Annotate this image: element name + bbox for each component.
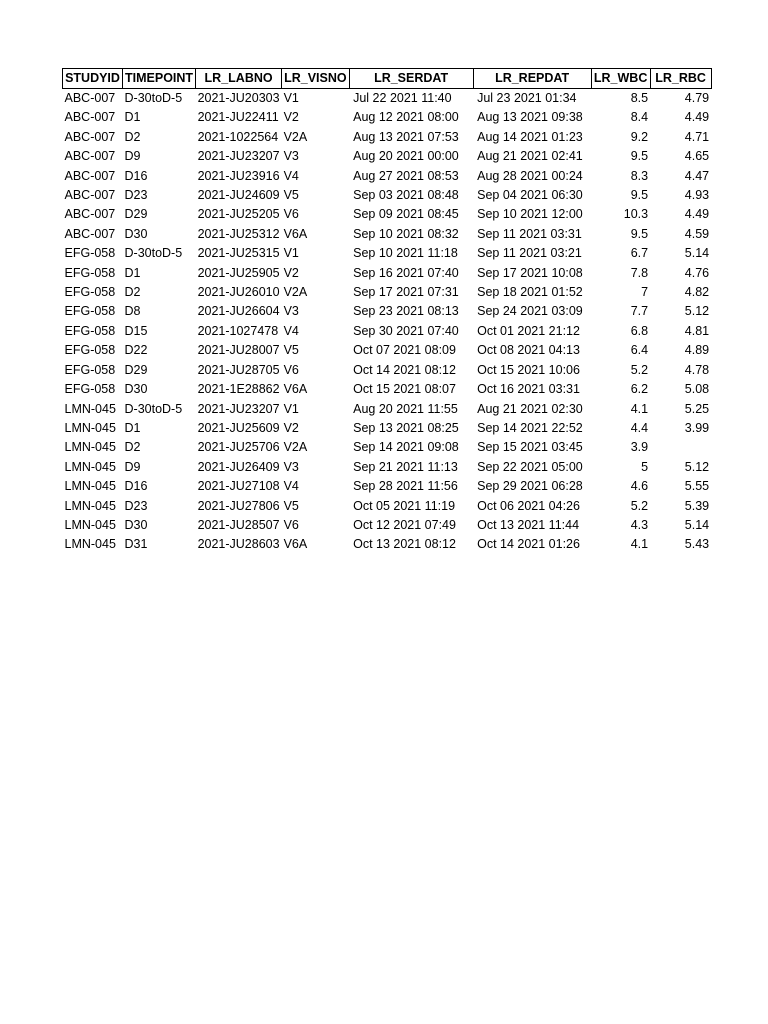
wbc-cell: 6.4: [630, 343, 649, 358]
wbc-cell: 4.4: [630, 420, 649, 435]
visno-cell: V3: [283, 149, 299, 164]
rbc-cell: 5.25: [684, 401, 710, 416]
wbc-cell: 3.9: [630, 440, 649, 455]
table-row: [63, 205, 712, 224]
serdat-cell: Sep 10 2021 08:32: [353, 226, 459, 241]
visno-cell: V2A: [283, 285, 308, 300]
rbc-cell: 4.76: [684, 265, 710, 280]
repdat-cell: Oct 14 2021 01:26: [477, 537, 580, 552]
repdat-cell: Sep 14 2021 22:52: [477, 420, 583, 435]
rbc-cell: 4.65: [684, 149, 710, 164]
timepoint-cell: D30: [124, 382, 148, 397]
serdat-cell: Jul 22 2021 11:40: [353, 91, 452, 105]
rbc-cell: 4.89: [684, 343, 710, 358]
timepoint-cell: D29: [124, 362, 148, 377]
repdat-cell: Oct 15 2021 10:06: [477, 362, 580, 377]
wbc-cell: 8.4: [630, 110, 649, 125]
wbc-cell: 5: [641, 459, 649, 474]
rbc-cell: 4.47: [684, 168, 710, 183]
rbc-cell: 3.99: [684, 420, 710, 435]
wbc-cell: 7.7: [630, 304, 649, 319]
repdat-cell: Sep 22 2021 05:00: [477, 459, 583, 474]
serdat-cell: Oct 15 2021 08:07: [353, 382, 456, 397]
repdat-cell: Oct 06 2021 04:26: [477, 498, 580, 513]
timepoint-cell: D1: [124, 265, 141, 280]
serdat-cell: Sep 10 2021 11:18: [353, 246, 458, 261]
labno-cell: 2021-JU26409: [197, 459, 280, 474]
rbc-cell: 4.79: [684, 91, 710, 105]
serdat-cell: Sep 14 2021 09:08: [353, 440, 459, 455]
column-header-lr-visno: LR_VISNO: [282, 69, 350, 89]
column-header-lr-rbc: LR_RBC: [650, 69, 711, 89]
repdat-cell: Sep 17 2021 10:08: [477, 265, 583, 280]
table-row: [63, 322, 712, 341]
timepoint-cell: D23: [124, 188, 148, 203]
visno-cell: V3: [283, 304, 299, 319]
studyid-cell: EFG-058: [64, 304, 116, 319]
table-row: [63, 516, 712, 535]
labno-cell: 2021-JU25205: [197, 207, 280, 222]
labno-cell: 2021-JU22411: [197, 110, 279, 125]
studyid-cell: EFG-058: [64, 382, 116, 397]
column-header-lr-labno: LR_LABNO: [196, 69, 282, 89]
studyid-cell: ABC-007: [64, 129, 116, 144]
visno-cell: V5: [283, 188, 299, 203]
studyid-cell: ABC-007: [64, 168, 116, 183]
lab-results-sheet: [62, 68, 712, 555]
rbc-cell: 5.08: [684, 382, 710, 397]
column-header-lr-repdat: LR_REPDAT: [473, 69, 591, 89]
studyid-cell: ABC-007: [64, 149, 116, 164]
studyid-cell: EFG-058: [64, 323, 116, 338]
serdat-cell: Sep 23 2021 08:13: [353, 304, 459, 319]
timepoint-cell: D9: [124, 459, 141, 474]
studyid-cell: EFG-058: [64, 265, 116, 280]
timepoint-cell: D1: [124, 420, 141, 435]
studyid-cell: EFG-058: [64, 246, 116, 261]
timepoint-cell: D8: [124, 304, 141, 319]
visno-cell: V6A: [283, 226, 308, 241]
timepoint-cell: D1: [124, 110, 141, 125]
rbc-cell: 4.81: [684, 323, 710, 338]
visno-cell: V4: [283, 479, 299, 494]
repdat-cell: Sep 04 2021 06:30: [477, 188, 583, 203]
studyid-cell: LMN-045: [64, 479, 116, 494]
table-row: [63, 128, 712, 147]
studyid-cell: ABC-007: [64, 226, 116, 241]
visno-cell: V1: [283, 246, 299, 261]
timepoint-cell: D2: [124, 440, 141, 455]
studyid-cell: ABC-007: [64, 91, 116, 105]
serdat-cell: Oct 14 2021 08:12: [353, 362, 456, 377]
repdat-cell: Sep 10 2021 12:00: [477, 207, 583, 222]
repdat-cell: Aug 28 2021 00:24: [477, 168, 583, 183]
labno-cell: 2021-JU25706: [197, 440, 280, 455]
studyid-cell: EFG-058: [64, 343, 116, 358]
visno-cell: V6: [283, 207, 299, 222]
labno-cell: 2021-JU28507: [197, 517, 280, 532]
lab-results-table: [62, 68, 712, 555]
visno-cell: V4: [283, 168, 299, 183]
wbc-cell: 6.7: [630, 246, 649, 261]
column-header-lr-serdat: LR_SERDAT: [349, 69, 473, 89]
rbc-cell: 5.55: [684, 479, 710, 494]
visno-cell: V6A: [283, 382, 308, 397]
timepoint-cell: D15: [124, 323, 148, 338]
repdat-cell: Sep 29 2021 06:28: [477, 479, 583, 494]
visno-cell: V1: [283, 91, 299, 105]
table-row: [63, 380, 712, 399]
serdat-cell: Sep 17 2021 07:31: [353, 285, 459, 300]
rbc-cell: 5.14: [684, 246, 710, 261]
wbc-cell: 4.1: [630, 401, 649, 416]
serdat-cell: Aug 20 2021 00:00: [353, 149, 459, 164]
timepoint-cell: D2: [124, 285, 141, 300]
wbc-cell: 8.3: [630, 168, 649, 183]
labno-cell: 2021-JU28705: [197, 362, 280, 377]
wbc-cell: 10.3: [623, 207, 649, 222]
serdat-cell: Sep 28 2021 11:56: [353, 479, 458, 494]
column-header-studyid: STUDYID: [63, 69, 123, 89]
repdat-cell: Oct 16 2021 03:31: [477, 382, 580, 397]
table-row: [63, 147, 712, 166]
table-row: [63, 497, 712, 516]
header-row: [63, 69, 712, 89]
labno-cell: 2021-JU27108: [197, 479, 280, 494]
repdat-cell: Oct 08 2021 04:13: [477, 343, 580, 358]
rbc-cell: 4.82: [684, 285, 710, 300]
labno-cell: 2021-JU23916: [197, 168, 280, 183]
timepoint-cell: D30: [124, 226, 148, 241]
labno-cell: 2021-JU25905: [197, 265, 280, 280]
visno-cell: V4: [283, 323, 299, 338]
table-row: [63, 108, 712, 127]
wbc-cell: 7: [641, 285, 649, 300]
table-row: [63, 419, 712, 438]
timepoint-cell: D16: [124, 168, 148, 183]
studyid-cell: LMN-045: [64, 517, 116, 532]
table-row: [63, 283, 712, 302]
rbc-cell: 5.43: [684, 537, 710, 552]
studyid-cell: ABC-007: [64, 188, 116, 203]
table-row: [63, 341, 712, 360]
rbc-cell: [650, 438, 711, 457]
serdat-cell: Oct 13 2021 08:12: [353, 537, 456, 552]
labno-cell: 2021-1E28862: [197, 382, 280, 397]
serdat-cell: Sep 09 2021 08:45: [353, 207, 459, 222]
rbc-cell: 4.78: [684, 362, 710, 377]
labno-cell: 2021-1027478: [197, 323, 279, 338]
rbc-cell: 5.39: [684, 498, 710, 513]
table-row: [63, 302, 712, 321]
studyid-cell: LMN-045: [64, 537, 116, 552]
labno-cell: 2021-JU25312: [197, 226, 280, 241]
table-row: [63, 477, 712, 496]
repdat-cell: Aug 21 2021 02:30: [477, 401, 583, 416]
serdat-cell: Aug 13 2021 07:53: [353, 129, 459, 144]
timepoint-cell: D30: [124, 517, 148, 532]
serdat-cell: Sep 16 2021 07:40: [353, 265, 459, 280]
visno-cell: V2: [283, 265, 299, 280]
repdat-cell: Aug 13 2021 09:38: [477, 110, 583, 125]
repdat-cell: Sep 11 2021 03:31: [477, 226, 582, 241]
studyid-cell: EFG-058: [64, 285, 116, 300]
visno-cell: V5: [283, 343, 299, 358]
serdat-cell: Aug 20 2021 11:55: [353, 401, 458, 416]
wbc-cell: 4.3: [630, 517, 649, 532]
timepoint-cell: D31: [124, 537, 148, 552]
visno-cell: V3: [283, 459, 299, 474]
visno-cell: V6A: [283, 537, 308, 552]
serdat-cell: Oct 12 2021 07:49: [353, 517, 456, 532]
rbc-cell: 5.12: [684, 304, 710, 319]
table-row: [63, 186, 712, 205]
timepoint-cell: D-30toD-5: [124, 91, 183, 105]
studyid-cell: LMN-045: [64, 498, 116, 513]
table-row: [63, 167, 712, 186]
serdat-cell: Sep 03 2021 08:48: [353, 188, 459, 203]
labno-cell: 2021-JU27806: [197, 498, 280, 513]
labno-cell: 2021-JU25315: [197, 246, 280, 261]
studyid-cell: LMN-045: [64, 420, 116, 435]
timepoint-cell: D-30toD-5: [124, 401, 183, 416]
wbc-cell: 9.5: [630, 188, 649, 203]
wbc-cell: 9.5: [630, 226, 649, 241]
wbc-cell: 9.2: [630, 129, 649, 144]
visno-cell: V2: [283, 420, 299, 435]
wbc-cell: 4.1: [630, 537, 649, 552]
visno-cell: V6: [283, 362, 299, 377]
labno-cell: 2021-JU24609: [197, 188, 280, 203]
wbc-cell: 6.2: [630, 382, 649, 397]
labno-cell: 2021-JU28603: [197, 537, 280, 552]
visno-cell: V2A: [283, 440, 308, 455]
studyid-cell: EFG-058: [64, 362, 116, 377]
table-row: [63, 264, 712, 283]
wbc-cell: 5.2: [630, 498, 649, 513]
table-row: [63, 244, 712, 263]
table-row: [63, 438, 712, 457]
serdat-cell: Sep 21 2021 11:13: [353, 459, 458, 474]
serdat-cell: Sep 13 2021 08:25: [353, 420, 459, 435]
studyid-cell: ABC-007: [64, 207, 116, 222]
timepoint-cell: D29: [124, 207, 148, 222]
table-row: [63, 89, 712, 109]
wbc-cell: 7.8: [630, 265, 649, 280]
repdat-cell: Aug 21 2021 02:41: [477, 149, 583, 164]
labno-cell: 2021-1022564: [197, 129, 279, 144]
rbc-cell: 4.59: [684, 226, 710, 241]
timepoint-cell: D23: [124, 498, 148, 513]
table-row: [63, 225, 712, 244]
visno-cell: V2A: [283, 129, 308, 144]
rbc-cell: 5.14: [684, 517, 710, 532]
studyid-cell: LMN-045: [64, 440, 116, 455]
rbc-cell: 4.71: [684, 129, 710, 144]
studyid-cell: LMN-045: [64, 459, 116, 474]
studyid-cell: ABC-007: [64, 110, 116, 125]
repdat-cell: Sep 15 2021 03:45: [477, 440, 583, 455]
table-body: [63, 89, 712, 555]
timepoint-cell: D22: [124, 343, 148, 358]
table-row: [63, 458, 712, 477]
rbc-cell: 4.49: [684, 110, 710, 125]
visno-cell: V2: [283, 110, 299, 125]
labno-cell: 2021-JU23207: [197, 149, 280, 164]
wbc-cell: 8.5: [630, 91, 649, 105]
serdat-cell: Oct 05 2021 11:19: [353, 498, 456, 513]
repdat-cell: Sep 11 2021 03:21: [477, 246, 582, 261]
labno-cell: 2021-JU20303: [197, 91, 280, 105]
serdat-cell: Aug 27 2021 08:53: [353, 168, 459, 183]
labno-cell: 2021-JU28007: [197, 343, 280, 358]
repdat-cell: Oct 01 2021 21:12: [477, 323, 580, 338]
repdat-cell: Aug 14 2021 01:23: [477, 129, 583, 144]
timepoint-cell: D9: [124, 149, 141, 164]
wbc-cell: 5.2: [630, 362, 649, 377]
labno-cell: 2021-JU26010: [197, 285, 280, 300]
repdat-cell: Sep 18 2021 01:52: [477, 285, 583, 300]
rbc-cell: 4.93: [684, 188, 710, 203]
repdat-cell: Oct 13 2021 11:44: [477, 517, 580, 532]
repdat-cell: Sep 24 2021 03:09: [477, 304, 583, 319]
timepoint-cell: D2: [124, 129, 141, 144]
studyid-cell: LMN-045: [64, 401, 116, 416]
table-row: [63, 535, 712, 554]
column-header-timepoint: TIMEPOINT: [123, 69, 196, 89]
visno-cell: V1: [283, 401, 299, 416]
table-row: [63, 400, 712, 419]
wbc-cell: 6.8: [630, 323, 649, 338]
wbc-cell: 4.6: [630, 479, 649, 494]
visno-cell: V5: [283, 498, 299, 513]
serdat-cell: Aug 12 2021 08:00: [353, 110, 459, 125]
visno-cell: V6: [283, 517, 299, 532]
labno-cell: 2021-JU26604: [197, 304, 280, 319]
timepoint-cell: D-30toD-5: [124, 246, 183, 261]
serdat-cell: Oct 07 2021 08:09: [353, 343, 456, 358]
timepoint-cell: D16: [124, 479, 148, 494]
rbc-cell: 5.12: [684, 459, 710, 474]
table-row: [63, 361, 712, 380]
serdat-cell: Sep 30 2021 07:40: [353, 323, 459, 338]
repdat-cell: Jul 23 2021 01:34: [477, 91, 577, 105]
wbc-cell: 9.5: [630, 149, 649, 164]
labno-cell: 2021-JU23207: [197, 401, 280, 416]
rbc-cell: 4.49: [684, 207, 710, 222]
labno-cell: 2021-JU25609: [197, 420, 280, 435]
column-header-lr-wbc: LR_WBC: [591, 69, 650, 89]
table-header: [63, 69, 712, 89]
